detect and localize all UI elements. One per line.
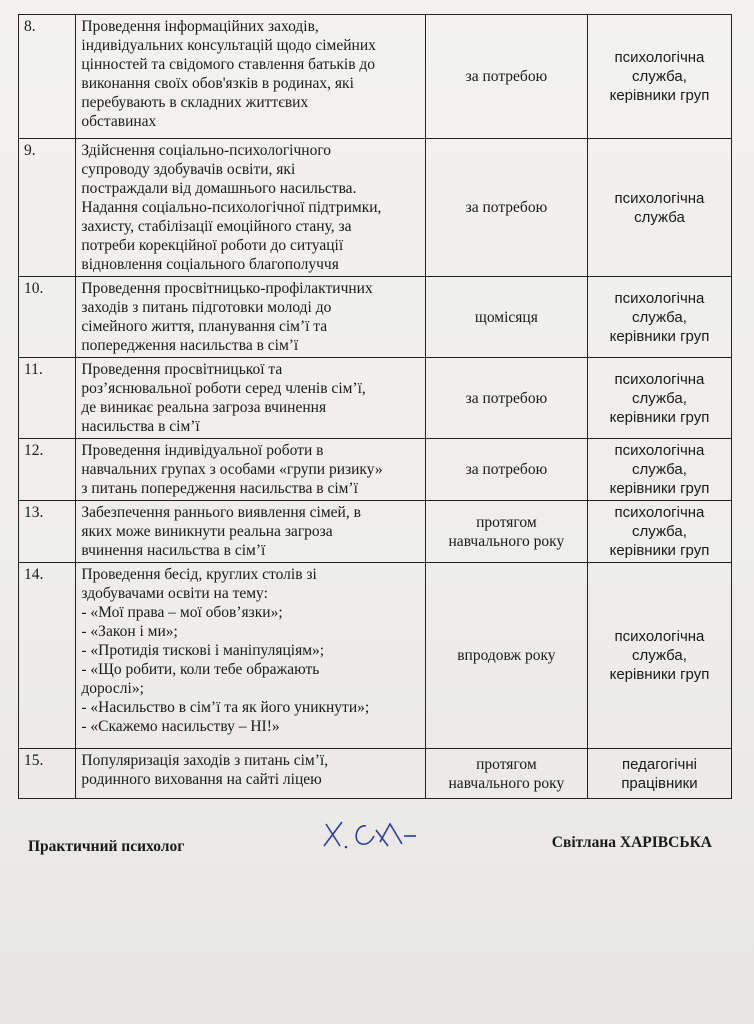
activity-cell bbox=[76, 358, 425, 439]
term-cell: протягом навчального року bbox=[425, 501, 587, 563]
table-row bbox=[19, 139, 732, 277]
term-cell: впродовж року bbox=[425, 563, 587, 749]
table-row bbox=[19, 749, 732, 799]
topic-item: - «Що робити, коли тебе ображають дорослі»; bbox=[81, 661, 320, 697]
row-number: 15. bbox=[19, 749, 76, 799]
term-cell: за потребою bbox=[425, 439, 587, 501]
topics-list bbox=[81, 603, 419, 736]
row-number: 14. bbox=[19, 563, 76, 749]
activity-cell bbox=[76, 277, 425, 358]
row-number: 8. bbox=[19, 15, 76, 139]
responsible-cell: педагогічні працівники bbox=[587, 749, 731, 799]
table-row bbox=[19, 563, 732, 749]
activity-text: Здійснення соціально-психологічного супроводу здобувачів освіти, які постраждали від домашнього насильства. Надання соціально-психологічної підтримки, захисту, стабілізації емоційного стану, за потреби корекційної роботи до ситуації відновлення соціального благополуччя bbox=[81, 142, 382, 273]
signature-block bbox=[28, 830, 718, 870]
table-row bbox=[19, 501, 732, 563]
term-cell: за потребою bbox=[425, 139, 587, 277]
topic-item: - «Мої права – мої обов’язки»; bbox=[81, 604, 283, 621]
responsible-cell: психологічна служба, керівники груп bbox=[587, 277, 731, 358]
term-cell: за потребою bbox=[425, 358, 587, 439]
term-cell: за потребою bbox=[425, 15, 587, 139]
activity-text: Забезпечення раннього виявлення сімей, в яких може виникнути реальна загроза вчинення насильства в сім’ї bbox=[81, 504, 361, 559]
table-row bbox=[19, 439, 732, 501]
handwritten-signature bbox=[318, 816, 428, 852]
term-cell: протягом навчального року bbox=[425, 749, 587, 799]
signer-position: Практичний психолог bbox=[28, 838, 185, 855]
activity-text: Проведення бесід, круглих столів зі здобувачами освіти на тему: bbox=[81, 566, 317, 602]
row-number: 10. bbox=[19, 277, 76, 358]
activity-cell bbox=[76, 501, 425, 563]
signer-name: Світлана ХАРІВСЬКА bbox=[551, 834, 712, 851]
activity-text: Проведення просвітницької та роз’яснювальної роботи серед членів сім’ї, де виникає реальна загроза вчинення насильства в сім’ї bbox=[81, 361, 366, 435]
responsible-cell: психологічна служба, керівники груп bbox=[587, 563, 731, 749]
activity-cell bbox=[76, 139, 425, 277]
topic-item: - «Скажемо насильству – НІ!» bbox=[81, 718, 280, 735]
topic-item: - «Протидія тискові і маніпуляціям»; bbox=[81, 642, 325, 659]
table-row bbox=[19, 358, 732, 439]
row-number: 12. bbox=[19, 439, 76, 501]
activity-text: Проведення просвітницько-профілактичних заходів з питань підготовки молоді до сімейного життя, планування сім’ї та попередження насильства в сім’ї bbox=[81, 280, 373, 354]
activity-cell bbox=[76, 439, 425, 501]
activities-table bbox=[18, 14, 732, 799]
responsible-cell: психологічна служба bbox=[587, 139, 731, 277]
table-row bbox=[19, 277, 732, 358]
responsible-cell: психологічна служба, керівники груп bbox=[587, 15, 731, 139]
activity-cell bbox=[76, 15, 425, 139]
topic-item: - «Насильство в сім’ї та як його уникнути»; bbox=[81, 699, 370, 716]
activity-text: Проведення інформаційних заходів, індивідуальних консультацій щодо сімейних цінностей та свідомого ставлення батьків до виконання своїх обов'язків в родинах, які перебувають в складних життєвих обставинах bbox=[81, 18, 376, 130]
term-cell: щомісяця bbox=[425, 277, 587, 358]
responsible-cell: психологічна служба, керівники груп bbox=[587, 439, 731, 501]
activity-text: Популяризація заходів з питань сім’ї, родинного виховання на сайті ліцею bbox=[81, 752, 329, 788]
table-row bbox=[19, 15, 732, 139]
activity-text: Проведення індивідуальної роботи в навчальних групах з особами «групи ризику» з питань попередження насильства в сім’ї bbox=[81, 442, 383, 497]
topic-item: - «Закон і ми»; bbox=[81, 623, 178, 640]
row-number: 13. bbox=[19, 501, 76, 563]
responsible-cell: психологічна служба, керівники груп bbox=[587, 358, 731, 439]
responsible-cell: психологічна служба, керівники груп bbox=[587, 501, 731, 563]
row-number: 9. bbox=[19, 139, 76, 277]
activity-cell bbox=[76, 563, 425, 749]
row-number: 11. bbox=[19, 358, 76, 439]
activity-cell bbox=[76, 749, 425, 799]
